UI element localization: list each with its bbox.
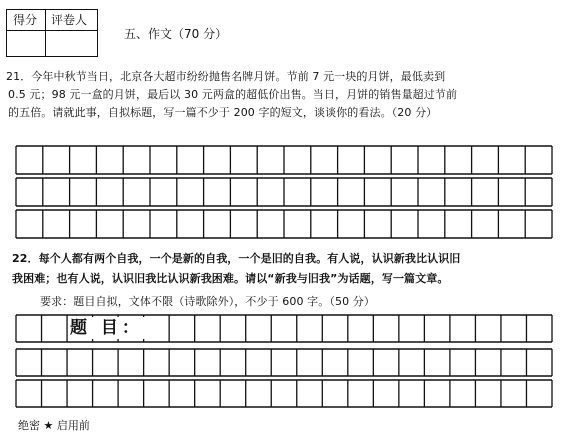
q21-line-3: 的五倍。请就此事，自拟标题，写一篇不少于 200 字的短文，谈谈你的看法。（20 分） [8,106,438,119]
q21-line-2: 0.5 元；98 元一盒的月饼，最后以 30 元两盒的超低价出售。当日，月饼的销售量超过节前 [8,88,458,101]
footer-confidential: 绝密 ★ 启用前 [18,419,90,432]
grader-label: 评卷人 [51,13,88,27]
essay-title-label: 题 目： [70,318,143,338]
q22-requirements: 要求：题目自拟，文体不限（诗歌除外），不少于 600 字。（50 分） [40,295,375,308]
section-title: 五、作文（70 分） [124,27,228,41]
q22-line-2: 我困难；也有人说，认识旧我比认识新我困难。请以“新我与旧我”为话题，写一篇文章。 [12,272,449,285]
q22-line-1: 22．每个人都有两个自我，一个是新的自我，一个是旧的自我。有人说，认识新我比认识旧 [12,252,461,265]
q21-line-1: 21．今年中秋节当日，北京各大超市纷纷抛售名牌月饼。节前 7 元一块的月饼，最低卖到 [6,70,446,83]
score-label: 得分 [13,13,38,27]
